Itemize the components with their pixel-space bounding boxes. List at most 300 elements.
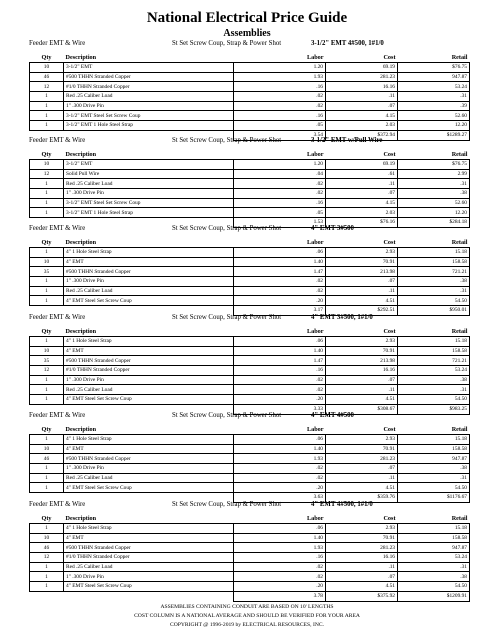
qty-cell: 1 <box>30 208 64 218</box>
table-row <box>30 179 470 189</box>
table-row <box>30 277 470 287</box>
description-cell: 4" EMT <box>64 346 234 356</box>
qty-cell: 35 <box>30 356 64 366</box>
retail-header: Retail <box>451 327 468 335</box>
table-row <box>30 366 470 376</box>
section-header <box>29 412 469 424</box>
page-subtitle: Assemblies <box>223 28 271 39</box>
retail-cell: .38 <box>398 189 470 199</box>
qty-cell: 1 <box>30 435 64 445</box>
retail-cell: .39 <box>398 101 470 111</box>
retail-cell: .31 <box>398 92 470 102</box>
labor-cell: 1.93 <box>234 454 326 464</box>
qty-cell: 1 <box>30 198 64 208</box>
labor-cell: .20 <box>234 395 326 405</box>
cost-cell: .61 <box>326 169 398 179</box>
description-cell: #500 THHN Stranded Copper <box>64 267 234 277</box>
qty-cell: 1 <box>30 524 64 534</box>
labor-cell: .20 <box>234 296 326 306</box>
retail-header: Retail <box>451 514 468 522</box>
description-cell: 4" 1 Hole Steel Strap <box>64 435 234 445</box>
cost-cell: 16.16 <box>326 553 398 563</box>
assembly-table <box>29 52 470 141</box>
retail-cell: 158.58 <box>398 257 470 267</box>
cost-cell: .07 <box>326 277 398 287</box>
labor-cell: 1.40 <box>234 257 326 267</box>
table-row <box>30 395 470 405</box>
retail-cell: .31 <box>398 562 470 572</box>
cost-header: Cost <box>383 238 396 246</box>
cost-cell: 70.91 <box>326 533 398 543</box>
section-header <box>29 501 469 513</box>
retail-header: Retail <box>451 238 468 246</box>
table-row <box>30 267 470 277</box>
description-cell: Red .25 Caliber Load <box>64 286 234 296</box>
cost-cell: 2.03 <box>326 208 398 218</box>
section-category: Feeder EMT & Wire <box>29 412 86 419</box>
labor-cell: .02 <box>234 101 326 111</box>
page-title: National Electrical Price Guide <box>146 10 348 26</box>
qty-cell: 10 <box>30 63 64 73</box>
qty-cell: 46 <box>30 543 64 553</box>
description-cell: 1" .300 Drive Pin <box>64 277 234 287</box>
table-row <box>30 473 470 483</box>
labor-cell: .02 <box>234 385 326 395</box>
description-cell: 4" EMT <box>64 444 234 454</box>
qty-header: Qty <box>41 150 52 158</box>
description-cell: 4" EMT <box>64 533 234 543</box>
labor-header: Labor <box>306 150 324 158</box>
description-cell: Red .25 Caliber Load <box>64 473 234 483</box>
assembly-table <box>29 326 470 415</box>
section-category: Feeder EMT & Wire <box>29 501 86 508</box>
description-cell: 3-1/2" EMT Steel Set Screw Coup <box>64 111 234 121</box>
description-header: Description <box>65 150 97 158</box>
description-cell: Red .25 Caliber Load <box>64 92 234 102</box>
cost-cell: 2.93 <box>326 524 398 534</box>
retail-cell: 721.21 <box>398 356 470 366</box>
qty-header: Qty <box>41 53 52 61</box>
qty-cell: 1 <box>30 179 64 189</box>
cost-cell: 70.91 <box>326 444 398 454</box>
description-cell: Red .25 Caliber Load <box>64 562 234 572</box>
retail-cell: 54.50 <box>398 395 470 405</box>
description-cell: #500 THHN Stranded Copper <box>64 454 234 464</box>
table-row <box>30 524 470 534</box>
cost-cell: 69.19 <box>326 63 398 73</box>
table-row <box>30 286 470 296</box>
labor-header: Labor <box>306 327 324 335</box>
section-category: Feeder EMT & Wire <box>29 225 86 232</box>
description-cell: 3-1/2" EMT 1 Hole Steel Strap <box>64 208 234 218</box>
retail-cell: 158.58 <box>398 444 470 454</box>
cost-cell: 4.15 <box>326 111 398 121</box>
footer-note-3: COPYRIGHT @ 1996-2019 by ELECTRICAL RESOURCES, INC. <box>169 622 324 628</box>
retail-cell: 947.87 <box>398 543 470 553</box>
description-cell: Red .25 Caliber Load <box>64 385 234 395</box>
section-assembly: 4" EMT 3#500, 1#1/0 <box>311 314 373 321</box>
qty-cell: 1 <box>30 92 64 102</box>
retail-cell: $76.75 <box>398 63 470 73</box>
description-cell: #1/0 THHN Stranded Copper <box>64 553 234 563</box>
description-cell: 3-1/2" EMT <box>64 63 234 73</box>
section-category: Feeder EMT & Wire <box>29 314 86 321</box>
total-cost: $76.16 <box>326 218 398 228</box>
labor-cell: .02 <box>234 179 326 189</box>
section-method: St Set Screw Coup, Strap & Power Shot <box>172 501 282 508</box>
labor-cell: 1.47 <box>234 356 326 366</box>
cost-cell: 213.98 <box>326 356 398 366</box>
labor-cell: .16 <box>234 111 326 121</box>
total-retail: $1209.91 <box>398 591 470 601</box>
cost-cell: 281.23 <box>326 454 398 464</box>
labor-cell: .16 <box>234 553 326 563</box>
qty-cell: 1 <box>30 483 64 493</box>
table-row <box>30 160 470 170</box>
retail-cell: 15.18 <box>398 248 470 258</box>
qty-header: Qty <box>41 514 52 522</box>
qty-cell: 46 <box>30 454 64 464</box>
labor-cell: 1.40 <box>234 346 326 356</box>
labor-cell: .05 <box>234 208 326 218</box>
cost-cell: 70.91 <box>326 346 398 356</box>
labor-header: Labor <box>306 53 324 61</box>
footer-note-2: COST COLUMN IS A NATIONAL AVERAGE AND SHOULD BE VERIFIED FOR YOUR AREA <box>134 613 360 619</box>
totals-row <box>30 591 470 601</box>
description-cell: Red .25 Caliber Load <box>64 179 234 189</box>
total-retail: $284.18 <box>398 218 470 228</box>
section-category: Feeder EMT & Wire <box>29 40 86 47</box>
description-cell: 3-1/2" EMT <box>64 160 234 170</box>
section-method: St Set Screw Coup, Strap & Power Shot <box>172 412 282 419</box>
description-cell: 4" EMT Steel Set Screw Coup <box>64 395 234 405</box>
cost-cell: 213.98 <box>326 267 398 277</box>
labor-cell: .16 <box>234 82 326 92</box>
qty-cell: 1 <box>30 375 64 385</box>
cost-cell: .11 <box>326 286 398 296</box>
cost-cell: 4.51 <box>326 395 398 405</box>
cost-cell: .11 <box>326 562 398 572</box>
cost-cell: 4.51 <box>326 296 398 306</box>
table-row <box>30 101 470 111</box>
retail-cell: .38 <box>398 375 470 385</box>
retail-cell: .38 <box>398 277 470 287</box>
qty-cell: 10 <box>30 257 64 267</box>
labor-cell: .02 <box>234 464 326 474</box>
qty-cell: 1 <box>30 337 64 347</box>
cost-header: Cost <box>383 514 396 522</box>
section-assembly: 3-1/2" EMT w/Pull Wire <box>311 137 383 144</box>
assembly-table <box>29 149 470 228</box>
table-row <box>30 454 470 464</box>
table-row <box>30 543 470 553</box>
cost-cell: 4.51 <box>326 582 398 592</box>
labor-cell: .16 <box>234 198 326 208</box>
qty-cell: 1 <box>30 101 64 111</box>
description-cell: #1/0 THHN Stranded Copper <box>64 82 234 92</box>
qty-cell: 1 <box>30 582 64 592</box>
table-row <box>30 435 470 445</box>
retail-cell: 721.21 <box>398 267 470 277</box>
cost-cell: .11 <box>326 92 398 102</box>
qty-cell: 10 <box>30 160 64 170</box>
section-category: Feeder EMT & Wire <box>29 137 86 144</box>
total-cost: $359.76 <box>326 493 398 503</box>
labor-cell: .06 <box>234 524 326 534</box>
cost-cell: .11 <box>326 179 398 189</box>
qty-cell: 1 <box>30 464 64 474</box>
qty-cell: 1 <box>30 572 64 582</box>
labor-cell: .06 <box>234 435 326 445</box>
labor-cell: .05 <box>234 121 326 131</box>
retail-cell: 15.18 <box>398 524 470 534</box>
labor-header: Labor <box>306 238 324 246</box>
retail-cell: .31 <box>398 385 470 395</box>
labor-cell: .02 <box>234 562 326 572</box>
section-method: St Set Screw Coup, Strap & Power Shot <box>172 225 282 232</box>
cost-cell: 16.16 <box>326 366 398 376</box>
description-cell: #500 THHN Stranded Copper <box>64 72 234 82</box>
table-row <box>30 111 470 121</box>
description-cell: #500 THHN Stranded Copper <box>64 356 234 366</box>
cost-cell: 281.23 <box>326 543 398 553</box>
cost-cell: .11 <box>326 385 398 395</box>
total-retail: $1289.27 <box>398 130 470 140</box>
retail-header: Retail <box>451 150 468 158</box>
qty-cell: 12 <box>30 82 64 92</box>
labor-cell: 1.20 <box>234 160 326 170</box>
table-row <box>30 198 470 208</box>
cost-cell: .07 <box>326 189 398 199</box>
description-cell: 4" 1 Hole Steel Strap <box>64 248 234 258</box>
table-row <box>30 562 470 572</box>
labor-cell: .02 <box>234 277 326 287</box>
section-assembly: 3-1/2" EMT 4#500, 1#1/0 <box>311 40 384 47</box>
total-labor: 3.33 <box>234 404 326 414</box>
labor-cell: .02 <box>234 375 326 385</box>
description-cell: 1" .300 Drive Pin <box>64 464 234 474</box>
total-cost: $375.92 <box>326 591 398 601</box>
retail-cell: 947.87 <box>398 454 470 464</box>
labor-cell: .04 <box>234 169 326 179</box>
section-assembly: 4" EMT 4#500, 1#1/0 <box>311 501 373 508</box>
table-row <box>30 483 470 493</box>
table-row <box>30 385 470 395</box>
total-cost: $372.94 <box>326 130 398 140</box>
qty-cell: 1 <box>30 562 64 572</box>
table-row <box>30 257 470 267</box>
description-header: Description <box>65 238 97 246</box>
qty-cell: 46 <box>30 72 64 82</box>
description-cell: 4" EMT <box>64 257 234 267</box>
labor-cell: 1.40 <box>234 444 326 454</box>
table-row <box>30 82 470 92</box>
cost-cell: .11 <box>326 473 398 483</box>
qty-cell: 1 <box>30 189 64 199</box>
retail-cell: 53.24 <box>398 82 470 92</box>
table-row <box>30 337 470 347</box>
cost-cell: .07 <box>326 375 398 385</box>
labor-cell: .02 <box>234 189 326 199</box>
qty-cell: 12 <box>30 366 64 376</box>
cost-header: Cost <box>383 425 396 433</box>
retail-cell: 53.24 <box>398 366 470 376</box>
description-cell: 4" EMT Steel Set Screw Coup <box>64 483 234 493</box>
labor-header: Labor <box>306 514 324 522</box>
qty-cell: 1 <box>30 296 64 306</box>
labor-cell: .02 <box>234 92 326 102</box>
retail-cell: 52.60 <box>398 198 470 208</box>
cost-cell: 4.51 <box>326 483 398 493</box>
table-row <box>30 444 470 454</box>
labor-header: Labor <box>306 425 324 433</box>
cost-cell: 16.16 <box>326 82 398 92</box>
cost-cell: 4.15 <box>326 198 398 208</box>
table-row <box>30 553 470 563</box>
labor-cell: 1.93 <box>234 72 326 82</box>
assembly-table <box>29 424 470 503</box>
retail-cell: 15.18 <box>398 337 470 347</box>
qty-cell: 1 <box>30 395 64 405</box>
qty-cell: 35 <box>30 267 64 277</box>
description-cell: 4" 1 Hole Steel Strap <box>64 524 234 534</box>
cost-cell: .07 <box>326 101 398 111</box>
retail-cell: $76.75 <box>398 160 470 170</box>
qty-cell: 1 <box>30 111 64 121</box>
table-row <box>30 375 470 385</box>
table-row <box>30 296 470 306</box>
table-row <box>30 582 470 592</box>
labor-cell: .06 <box>234 337 326 347</box>
footer-note-1: ASSEMBLIES CONTAINING CONDUIT ARE BASED ON 10' LENGTHS <box>160 604 334 610</box>
description-cell: 4" 1 Hole Steel Strap <box>64 337 234 347</box>
retail-cell: 54.50 <box>398 483 470 493</box>
description-header: Description <box>65 514 97 522</box>
table-row <box>30 572 470 582</box>
qty-header: Qty <box>41 425 52 433</box>
description-cell: Solid Pull Wire <box>64 169 234 179</box>
qty-cell: 12 <box>30 553 64 563</box>
labor-cell: .02 <box>234 572 326 582</box>
retail-cell: 53.24 <box>398 553 470 563</box>
labor-cell: 1.47 <box>234 267 326 277</box>
qty-header: Qty <box>41 238 52 246</box>
qty-header: Qty <box>41 327 52 335</box>
retail-cell: .31 <box>398 179 470 189</box>
table-row <box>30 63 470 73</box>
description-header: Description <box>65 327 97 335</box>
description-cell: 3-1/2" EMT 1 Hole Steel Strap <box>64 121 234 131</box>
cost-cell: .07 <box>326 464 398 474</box>
labor-cell: .20 <box>234 483 326 493</box>
total-labor: 3.78 <box>234 591 326 601</box>
cost-cell: 2.93 <box>326 337 398 347</box>
total-labor: 3.17 <box>234 306 326 316</box>
total-labor: 3.63 <box>234 493 326 503</box>
retail-header: Retail <box>451 425 468 433</box>
cost-cell: 70.91 <box>326 257 398 267</box>
qty-cell: 1 <box>30 277 64 287</box>
cost-cell: 281.23 <box>326 72 398 82</box>
section-assembly: 4" EMT 3#500 <box>311 225 354 232</box>
qty-cell: 10 <box>30 444 64 454</box>
cost-cell: 69.19 <box>326 160 398 170</box>
cost-header: Cost <box>383 150 396 158</box>
labor-cell: 1.40 <box>234 533 326 543</box>
section-header <box>29 314 469 326</box>
qty-cell: 1 <box>30 286 64 296</box>
cost-cell: 2.93 <box>326 248 398 258</box>
total-labor: 3.54 <box>234 130 326 140</box>
section-method: St Set Screw Coup, Strap & Power Shot <box>172 314 282 321</box>
retail-cell: 158.58 <box>398 533 470 543</box>
labor-cell: .20 <box>234 582 326 592</box>
table-row <box>30 346 470 356</box>
retail-cell: 54.50 <box>398 582 470 592</box>
table-row <box>30 189 470 199</box>
description-cell: 1" .300 Drive Pin <box>64 101 234 111</box>
section-header <box>29 40 469 52</box>
cost-header: Cost <box>383 53 396 61</box>
section-header <box>29 137 469 149</box>
total-retail: $983.25 <box>398 404 470 414</box>
description-cell: 4" EMT Steel Set Screw Coup <box>64 296 234 306</box>
section-method: St Set Screw Coup, Strap & Power Shot <box>172 40 282 47</box>
qty-cell: 10 <box>30 533 64 543</box>
description-header: Description <box>65 425 97 433</box>
qty-cell: 10 <box>30 346 64 356</box>
total-cost: $292.51 <box>326 306 398 316</box>
retail-cell: 54.50 <box>398 296 470 306</box>
section-assembly: 4" EMT 4#500 <box>311 412 354 419</box>
retail-cell: 12.20 <box>398 121 470 131</box>
total-cost: $308.67 <box>326 404 398 414</box>
description-cell: #500 THHN Stranded Copper <box>64 543 234 553</box>
table-row <box>30 208 470 218</box>
total-retail: $1176.67 <box>398 493 470 503</box>
retail-cell: 158.58 <box>398 346 470 356</box>
table-row <box>30 464 470 474</box>
retail-cell: .31 <box>398 286 470 296</box>
retail-cell: 2.99 <box>398 169 470 179</box>
qty-cell: 1 <box>30 248 64 258</box>
table-row <box>30 169 470 179</box>
qty-cell: 1 <box>30 121 64 131</box>
retail-cell: .38 <box>398 572 470 582</box>
qty-cell: 1 <box>30 385 64 395</box>
retail-cell: 12.20 <box>398 208 470 218</box>
description-cell: 1" .300 Drive Pin <box>64 375 234 385</box>
section-header <box>29 225 469 237</box>
retail-cell: 947.87 <box>398 72 470 82</box>
total-retail: $950.01 <box>398 306 470 316</box>
qty-cell: 1 <box>30 473 64 483</box>
labor-cell: .02 <box>234 286 326 296</box>
cost-cell: 2.03 <box>326 121 398 131</box>
total-labor: 1.53 <box>234 218 326 228</box>
description-cell: 4" EMT Steel Set Screw Coup <box>64 582 234 592</box>
cost-cell: .07 <box>326 572 398 582</box>
description-cell: 3-1/2" EMT Steel Set Screw Coup <box>64 198 234 208</box>
table-row <box>30 72 470 82</box>
table-row <box>30 121 470 131</box>
cost-cell: 2.93 <box>326 435 398 445</box>
labor-cell: 1.93 <box>234 543 326 553</box>
table-row <box>30 356 470 366</box>
table-row <box>30 533 470 543</box>
labor-cell: .02 <box>234 473 326 483</box>
labor-cell: 1.20 <box>234 63 326 73</box>
